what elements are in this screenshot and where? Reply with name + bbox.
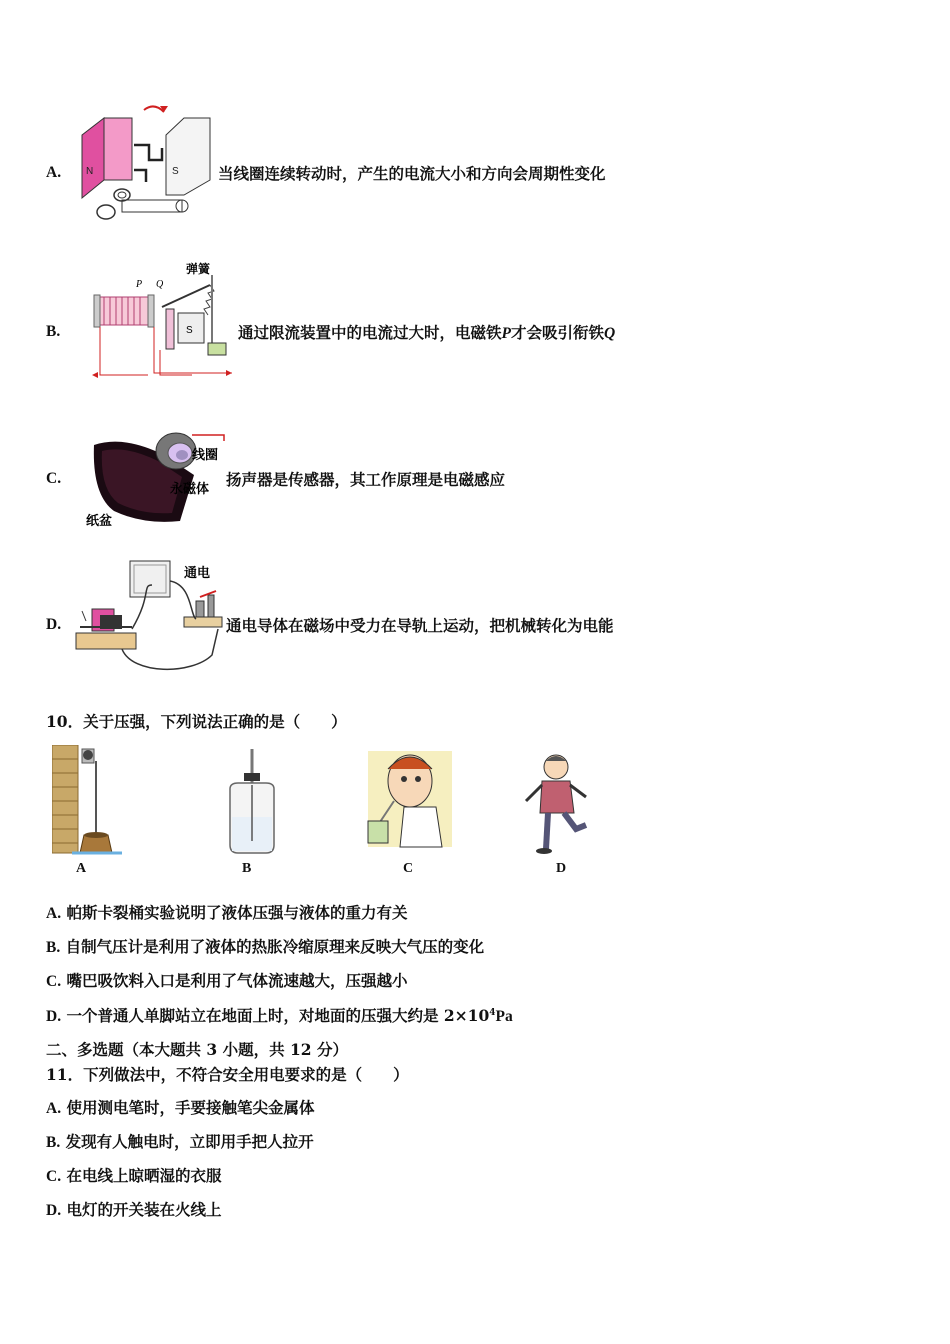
magnet-n-label: N xyxy=(86,166,94,177)
q11-option-a xyxy=(46,1098,315,1119)
option-letter: A. xyxy=(46,905,62,922)
option-text xyxy=(238,323,615,344)
q11-option-d xyxy=(46,1200,222,1221)
exponent: 4 xyxy=(489,1007,496,1018)
var-p: P xyxy=(501,325,511,342)
barometer-figure xyxy=(224,745,280,857)
figure-caption-c: C xyxy=(403,861,414,876)
figure-caption-b: B xyxy=(242,861,252,876)
option-text-mid: 才会吸引衔铁 xyxy=(510,323,604,342)
label-q: Q xyxy=(156,279,164,290)
option-text: 在电线上晾晒湿的衣服 xyxy=(66,1166,222,1185)
q9-option-d xyxy=(46,555,746,685)
option-letter: C. xyxy=(46,1168,62,1185)
var-q: Q xyxy=(604,325,616,342)
q10-stem: 10．关于压强，下列说法正确的是（ ） xyxy=(46,712,347,731)
option-letter: B. xyxy=(46,939,61,956)
option-letter: C. xyxy=(46,973,62,990)
option-letter: A. xyxy=(46,164,62,181)
rail-motor-figure xyxy=(72,555,227,683)
q9-option-a xyxy=(46,100,746,230)
label-p: P xyxy=(136,279,143,290)
option-text: 使用测电笔时，手要接触笔尖金属体 xyxy=(66,1098,315,1117)
figure-caption-d: D xyxy=(556,861,567,876)
drinking-figure xyxy=(364,751,454,855)
option-text: 一个普通人单脚站立在地面上时，对地面的压强大约是 2×10 xyxy=(66,1006,490,1025)
option-text: 嘴巴吸饮料入口是利用了气体流速越大，压强越小 xyxy=(66,971,408,990)
q9-option-b xyxy=(46,255,746,385)
current-limiter-figure xyxy=(82,255,237,383)
option-letter: C. xyxy=(46,470,62,487)
option-text-pre: 通过限流装置中的电流过大时，电磁铁 xyxy=(238,323,502,342)
q10-option-d xyxy=(46,1006,513,1027)
option-text: 电灯的开关装在火线上 xyxy=(66,1200,222,1219)
speaker-figure xyxy=(84,415,234,533)
label-s: S xyxy=(186,325,193,336)
q10-option-a xyxy=(46,903,408,924)
one-leg-figure xyxy=(520,751,590,855)
option-text: 扬声器是传感器，其工作原理是电磁感应 xyxy=(226,470,506,489)
option-text: 当线圈连续转动时，产生的电流大小和方向会周期性变化 xyxy=(218,164,606,183)
section-heading: 二、多选题（本大题共 3 小题，共 12 分） xyxy=(46,1040,348,1059)
option-text: 自制气压计是利用了液体的热胀冷缩原理来反映大气压的变化 xyxy=(65,937,485,956)
unit: Pa xyxy=(495,1008,513,1025)
q11-stem: 11．下列做法中，不符合安全用电要求的是（ ） xyxy=(46,1065,409,1084)
label-spring: 弹簧 xyxy=(186,262,211,276)
generator-figure xyxy=(74,100,219,230)
option-letter: D. xyxy=(46,616,62,633)
label-power: 通电 xyxy=(184,566,211,581)
figure-caption-a: A xyxy=(76,861,87,876)
magnet-s-label: S xyxy=(172,166,179,177)
option-letter: B. xyxy=(46,323,61,340)
label-magnet: 永磁体 xyxy=(170,482,210,497)
q10-option-b xyxy=(46,937,484,958)
q10-figures xyxy=(46,745,606,880)
option-letter: A. xyxy=(46,1100,62,1117)
label-cone: 纸盆 xyxy=(86,514,113,529)
option-text: 帕斯卡裂桶实验说明了液体压强与液体的重力有关 xyxy=(66,903,408,922)
option-letter: D. xyxy=(46,1202,62,1219)
option-text: 发现有人触电时，立即用手把人拉开 xyxy=(65,1132,314,1151)
label-coil: 线圈 xyxy=(192,448,219,463)
q10-option-c xyxy=(46,971,408,992)
option-letter: D. xyxy=(46,1008,62,1025)
option-letter: B. xyxy=(46,1134,61,1151)
q11-option-b xyxy=(46,1132,314,1153)
option-text: 通电导体在磁场中受力在导轨上运动，把机械转化为电能 xyxy=(226,616,614,635)
q11-option-c xyxy=(46,1166,222,1187)
q9-option-c xyxy=(46,415,746,535)
pascal-barrel-figure xyxy=(52,745,124,857)
